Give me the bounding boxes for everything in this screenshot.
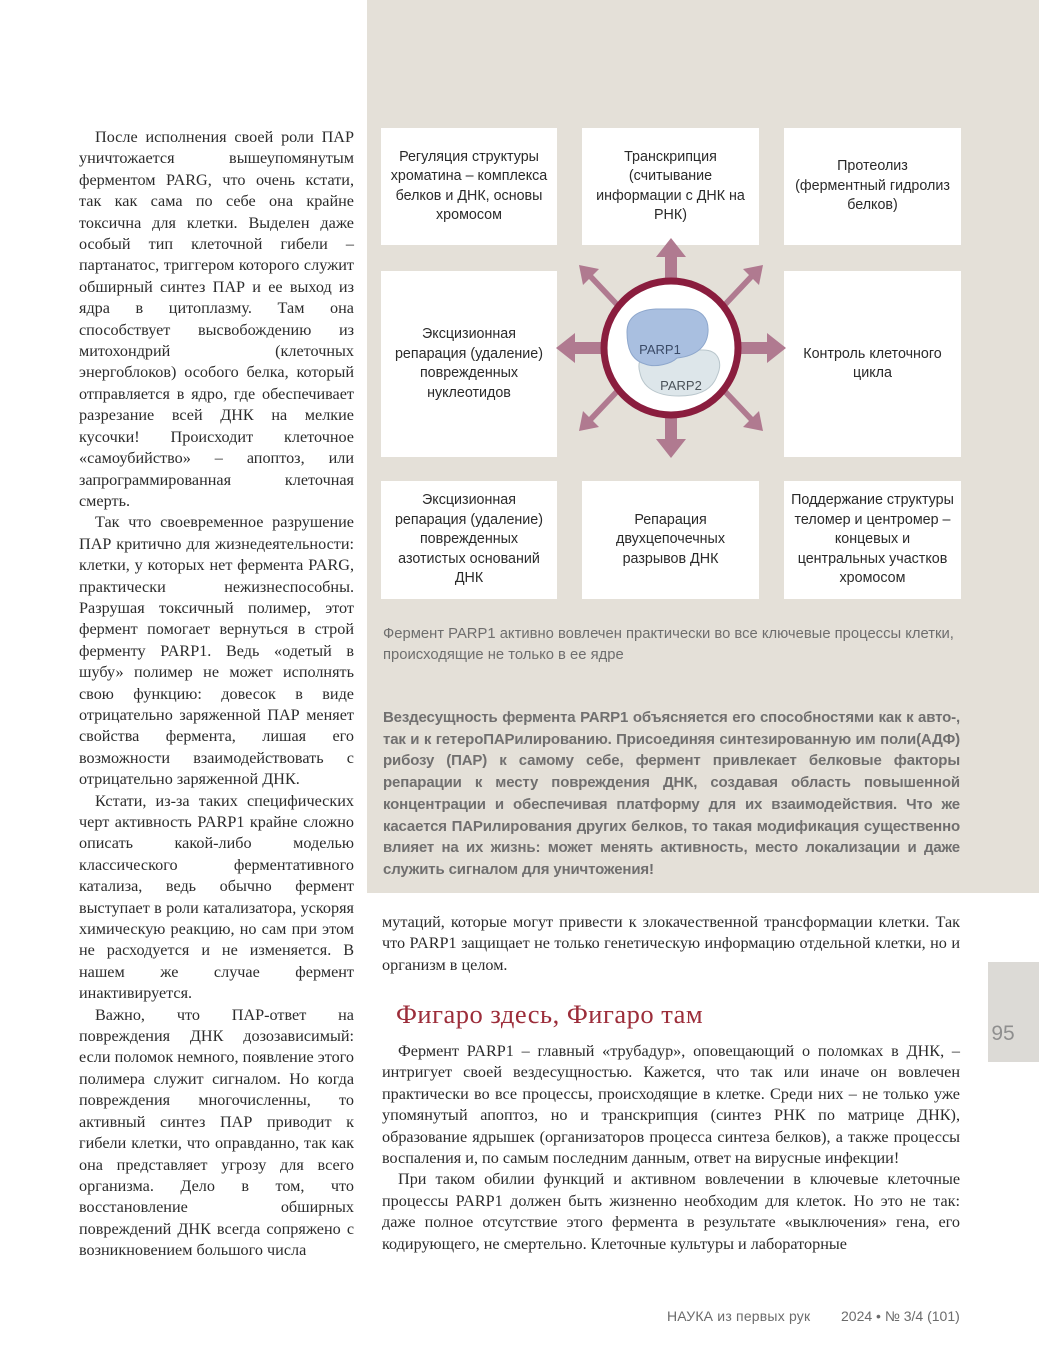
parp2-label: PARP2 [660, 378, 702, 393]
function-box-label: Протеолиз (ферментный гидролиз белков) [795, 158, 950, 214]
function-box-label: Эксцизионная репарация (удаление) поврежденных азотистых оснований ДНК [394, 492, 543, 587]
page-number: 95 [991, 1022, 1015, 1045]
function-box-label: Репарация двухцепочечных разрывов ДНК [616, 511, 725, 567]
function-box-label: Регуляция структуры хроматина – комплекса белков и ДНК, основы хромосом [390, 148, 548, 223]
paragraph: Кстати, из-за таких специфических черт активность PARP1 крайне сложно описать какой-либо моделью классического ферментативного катализа, ведь обычно фермент выступает в роли катализатора, ускоряя химическую реакцию, но сам при этом не расходуется и не изменяется. В нашем же случае фермент инактивируется. [79, 791, 354, 1003]
left-column [79, 127, 354, 1262]
parp-functions-diagram [381, 128, 962, 600]
paragraph: Фермент PARP1 – главный «трубадур», оповещающий о поломках в ДНК, – интригует своей вездесущностью. Кажется, что так или иначе он вовлечен практически во все процессы, происходящие в клетке. Среди них – не только уже упомянутый апоптоз, но и транскрипция (синтез РНК по матрице ДНК), образование ядрышек (организаторов процесса синтеза белков), а также процессы воспаления и, по самым последним данным, ответ на вирусные инфекции! [382, 1042, 960, 1168]
section-heading: Фигаро здесь, Фигаро там [396, 999, 704, 1029]
paragraph: Так что своевременное разрушение ПАР критично для жизнедеятельности: клетки, у которых нет фермента PARG, практически нежизнеспособны. Разрушая токсичный полимер, этот фермент помогает вернуться в строй ферменту PARP1. Ведь «одетый в шубу» полимер не может исполнять свою функцию: довесок в виде отрицательно заряженной ПАР меняет свойства фермента, лишая его возможности взаимодействовать с отрицательно заряженной ДНК. [79, 513, 354, 789]
function-box-label: Контроль клеточного цикла [803, 345, 942, 381]
highlight-text: Вездесущность фермента PARP1 объясняется его способностями как к авто-, так и к гетероПАРилированию. Присоединяя синтезированную им поли(АДФ) рибозу (ПАР) к самому себе, фермент привлекает белковые факторы репарации к месту повреждения ДНК, создавая область повышенной концентрации и обеспечивая платформу для их взаимодействия. Что же касается ПАРилирования других белков, то такая модификация существенно влияет на их жизнь: может менять активность, место локализации и даже служить сигналом для уничтожения! [383, 709, 960, 878]
right-column-continuation: мутаций, которые могут привести к злокачественной трансформации клетки. Так что PARP1 защищает не только генетическую информацию отдельной клетки, но и организм в целом. [382, 913, 960, 974]
page-tab [988, 962, 1039, 1062]
paragraph: После исполнения своей роли ПАР уничтожается вышеупомянутым ферментом PARG, что очень кстати, так как сама по себе она крайне токсична для клетки. Выделен даже особый тип клеточной гибели – партанатос, триггером которого служит обширный синтез ПАР и ее выход из ядра в цитоплазму. Там она способствует высвобождению из митохондрий (клеточных энергоблоков) особого белка, который отправляется в ядро, где обеспечивает разрезание всей ДНК на мелкие кусочки! Происходит клеточное «самоубийство» – апоптоз, или запрограммированная клеточная смерть. [79, 128, 354, 510]
arrows-and-center [381, 128, 962, 600]
paragraph: При таком обилии функций и активном вовлечении в ключевые клеточные процессы PARP1 должен быть жизненно необходим для клеток. Но это не так: даже полное отсутствие этого фермента в результате «выключения» гена, его кодирующего, не смертельно. Клеточные культуры и лабораторные [382, 1170, 960, 1253]
footer-journal-name: НАУКА из первых рук [667, 1308, 811, 1324]
parp1-label: PARP1 [639, 342, 681, 357]
footer-issue: 2024 • № 3/4 (101) [841, 1308, 960, 1324]
function-box-label: Поддержание структуры теломер и центромер – концевых и центральных участков хромосом [791, 492, 954, 587]
function-box-label: Эксцизионная репарация (удаление) поврежденных нуклеотидов [394, 326, 543, 401]
figure-caption: Фермент PARP1 активно вовлечен практически во все ключевые процессы клетки, происходящие не только в ее ядре [383, 626, 954, 663]
paragraph: Важно, что ПАР-ответ на повреждения ДНК дозозависимый: если поломок немного, появление этого полимера служит сигналом. Но когда повреждения многочисленны, то активный синтез ПАР приводит к гибели клетки, что оправданно, так как она представляет угрозу для всего организма. Дело в том, что восстановление обширных повреждений ДНК всегда сопряжено с возникновением большого числа [79, 1005, 354, 1260]
function-box-label: Транскрипция (считывание информации с ДНК на РНК) [596, 148, 745, 223]
right-column-body [382, 1041, 960, 1255]
